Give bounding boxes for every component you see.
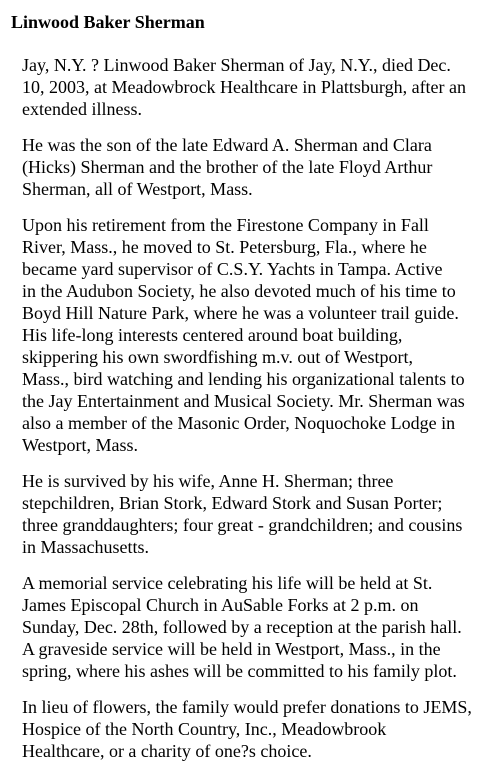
paragraph-memorial-service xyxy=(22,572,492,682)
paragraph-death-notice xyxy=(22,54,492,120)
text-line: James Episcopal Church in AuSable Forks at 2 p.m. on xyxy=(22,595,419,615)
text-line: (Hicks) Sherman and the brother of the late Floyd Arthur xyxy=(22,157,433,177)
text-line: in Massachusetts. xyxy=(22,537,149,557)
text-line: the Jay Entertainment and Musical Society. Mr. Sherman was xyxy=(22,391,465,411)
text-line: stepchildren, Brian Stork, Edward Stork and Susan Porter; xyxy=(22,493,443,513)
paragraph-survivors xyxy=(22,470,492,558)
text-line: He is survived by his wife, Anne H. Sherman; three xyxy=(22,471,394,491)
text-line: Boyd Hill Nature Park, where he was a volunteer trail guide. xyxy=(22,303,459,323)
text-line: He was the son of the late Edward A. Sherman and Clara xyxy=(22,135,432,155)
text-line: Sunday, Dec. 28th, followed by a reception at the parish hall. xyxy=(22,617,462,637)
obituary-body xyxy=(22,54,492,776)
text-line: became yard supervisor of C.S.Y. Yachts in Tampa. Active xyxy=(22,259,443,279)
text-line: three granddaughters; four great - grandchildren; and cousins xyxy=(22,515,463,535)
paragraph-family-background xyxy=(22,134,492,200)
text-line: A memorial service celebrating his life will be held at St. xyxy=(22,573,433,593)
text-line: His life-long interests centered around boat building, xyxy=(22,325,403,345)
paragraph-donations xyxy=(22,696,492,762)
text-line: Jay, N.Y. ? Linwood Baker Sherman of Jay, N.Y., died Dec. xyxy=(22,55,451,75)
text-line: In lieu of flowers, the family would prefer donations to JEMS, xyxy=(22,697,472,717)
text-line: spring, where his ashes will be committed to his family plot. xyxy=(22,661,457,681)
text-line: Mass., bird watching and lending his organizational talents to xyxy=(22,369,465,389)
text-line: Sherman, all of Westport, Mass. xyxy=(22,179,253,199)
text-line: 10, 2003, at Meadowbrock Healthcare in Plattsburgh, after an xyxy=(22,77,467,97)
text-line: in the Audubon Society, he also devoted much of his time to xyxy=(22,281,456,301)
text-line: Westport, Mass. xyxy=(22,435,139,455)
text-line: Healthcare, or a charity of one?s choice. xyxy=(22,741,312,761)
text-line: River, Mass., he moved to St. Petersburg, Fla., where he xyxy=(22,237,427,257)
obituary-title: Linwood Baker Sherman xyxy=(11,12,205,32)
text-line: Hospice of the North Country, Inc., Meadowbrook xyxy=(22,719,387,739)
text-line: also a member of the Masonic Order, Noquochoke Lodge in xyxy=(22,413,456,433)
text-line: Upon his retirement from the Firestone Company in Fall xyxy=(22,215,429,235)
text-line: extended illness. xyxy=(22,99,142,119)
text-line: skippering his own swordfishing m.v. out of Westport, xyxy=(22,347,414,367)
text-line: A graveside service will be held in Westport, Mass., in the xyxy=(22,639,441,659)
paragraph-career-and-interests xyxy=(22,214,492,456)
